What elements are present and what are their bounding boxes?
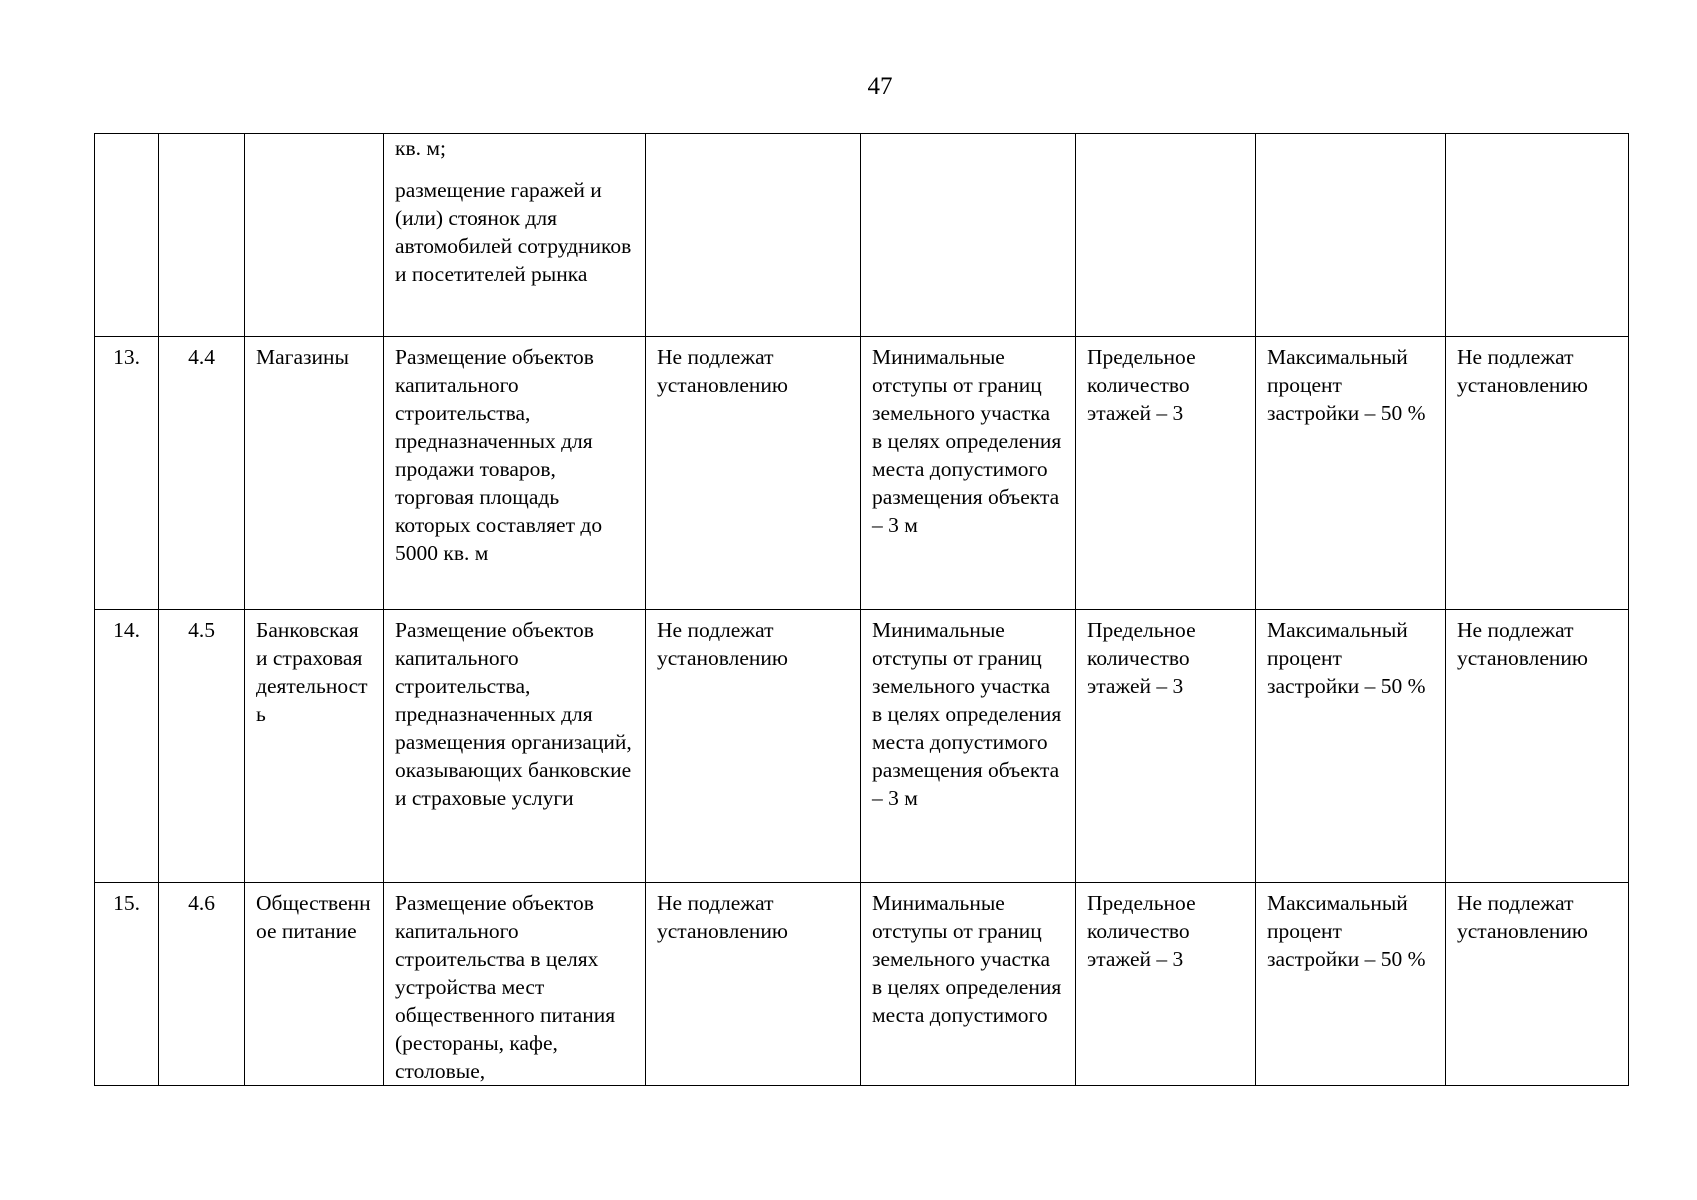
cell-name bbox=[245, 134, 384, 337]
cell-num: 13. bbox=[95, 337, 159, 610]
cell-other: Не подлежат установлению bbox=[1446, 610, 1629, 883]
cell-plot-size: Не подлежат установлению bbox=[646, 610, 861, 883]
cell-other: Не подлежат установлению bbox=[1446, 337, 1629, 610]
cell-description: Размещение объектов капитального строительства в целях устройства мест общественного питания (рестораны, кафе, столовые, bbox=[384, 883, 646, 1086]
table-row-continuation bbox=[95, 134, 1629, 337]
cell-coverage: Максимальный процент застройки – 50 % bbox=[1256, 610, 1446, 883]
cell-description: Размещение объектов капитального строительства, предназначенных для продажи товаров, торговая площадь которых составляет до 5000 кв. м bbox=[384, 337, 646, 610]
cell-name: Магазины bbox=[245, 337, 384, 610]
cell-floors: Предельное количество этажей – 3 bbox=[1076, 610, 1256, 883]
cell-code: 4.6 bbox=[159, 883, 245, 1086]
cell-floors: Предельное количество этажей – 3 bbox=[1076, 337, 1256, 610]
table-row bbox=[95, 610, 1629, 883]
cell-description: Размещение объектов капитального строительства, предназначенных для размещения организаций, оказывающих банковские и страховые услуги bbox=[384, 610, 646, 883]
cell-other: Не подлежат установлению bbox=[1446, 883, 1629, 1086]
cell-setbacks: Минимальные отступы от границ земельного участка в целях определения места допустимого размещения объекта – 3 м bbox=[861, 610, 1076, 883]
cell-setbacks: Минимальные отступы от границ земельного участка в целях определения места допустимого bbox=[861, 883, 1076, 1086]
description-fragment: кв. м; bbox=[395, 136, 446, 160]
cell-floors bbox=[1076, 134, 1256, 337]
regulations-table bbox=[94, 133, 1629, 1086]
cell-code bbox=[159, 134, 245, 337]
cell-setbacks bbox=[861, 134, 1076, 337]
cell-coverage bbox=[1256, 134, 1446, 337]
cell-description bbox=[384, 134, 646, 337]
cell-name: Общественное питание bbox=[245, 883, 384, 1086]
cell-num bbox=[95, 134, 159, 337]
cell-plot-size: Не подлежат установлению bbox=[646, 883, 861, 1086]
cell-name: Банковская и страховая деятельность bbox=[245, 610, 384, 883]
table-row bbox=[95, 883, 1629, 1086]
cell-plot-size bbox=[646, 134, 861, 337]
cell-coverage: Максимальный процент застройки – 50 % bbox=[1256, 337, 1446, 610]
table-row bbox=[95, 337, 1629, 610]
page-number: 47 bbox=[867, 73, 893, 100]
cell-code: 4.4 bbox=[159, 337, 245, 610]
cell-setbacks: Минимальные отступы от границ земельного участка в целях определения места допустимого размещения объекта – 3 м bbox=[861, 337, 1076, 610]
cell-num: 15. bbox=[95, 883, 159, 1086]
cell-coverage: Максимальный процент застройки – 50 % bbox=[1256, 883, 1446, 1086]
description-paragraph: размещение гаражей и (или) стоянок для автомобилей сотрудников и посетителей рынка bbox=[395, 178, 632, 286]
cell-plot-size: Не подлежат установлению bbox=[646, 337, 861, 610]
cell-code: 4.5 bbox=[159, 610, 245, 883]
cell-num: 14. bbox=[95, 610, 159, 883]
cell-floors: Предельное количество этажей – 3 bbox=[1076, 883, 1256, 1086]
cell-other bbox=[1446, 134, 1629, 337]
